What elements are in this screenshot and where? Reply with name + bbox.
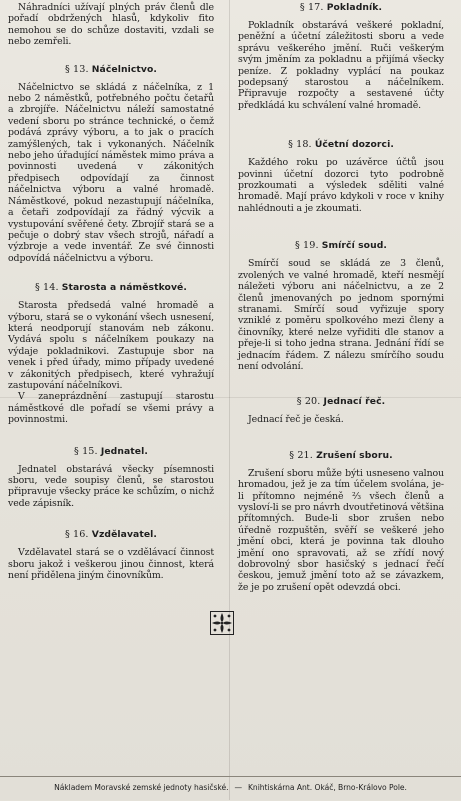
section-17-text: Pokladník obstarává veškeré pokladní, peněžní a účetní záležitosti sboru a vede správu veškerého jmění. Ruči veškerým svým jměním za pokladnu a přijímá všecky peníze. Z pokladny vyplácí na poukaz podepsaný starostou a náčelníkem. Připravuje rozpočty a sestavené účty předkládá ku schválení valné hromadě.	[238, 20, 444, 111]
section-13-heading	[8, 64, 214, 76]
section-14-heading	[8, 282, 214, 294]
section-title: Vzdělavatel.	[91, 529, 158, 541]
printer-text: Knihtiskárna Ant. Okáč, Brno-Královo Pole.	[248, 783, 407, 792]
section-number: § 15.	[74, 445, 98, 457]
section-13-text: Náčelnictvo se skládá z náčelníka, z 1 nebo 2 náměstků, potřebného počtu četařů a zbrojíře. Náčelnictvu náleží samostatné vedení sboru po stránce technické, o čemž podává zprávy výboru, a to jak o pracích zamýšlených, tak i vykonaných. Náčelník nebo jeho úřadující náměstek mimo práva a povinnosti uvedená v zákonitých předpisech odpovídají za činnost náčelnictva výboru a valné hromadě. Náměstkové, pokud nezastupují náčelníka, a četaři zodpovídají za řádný výcvik a vystupování svěřené čety. Zbrojíř stará se a pečuje o dobrý stav všech strojů, nářadí a výzbroje a vede inventář. Ze své činnosti odpovídá náčelnictvu a výboru.	[8, 81, 214, 264]
section-title: Smírčí soud.	[321, 240, 388, 252]
section-15-text: Jednatel obstarává všecky písemnosti sboru, vede soupisy členů, se starostou připravuje všecky práce ke schůzím, o nichž vede zápisník.	[8, 463, 214, 509]
section-title: Náčelnictvo.	[91, 63, 157, 75]
section-16-text: Vzdělavatel stará se o vzdělávací činnost sboru jakož i veškerou jinou činnost, která není přidělena jiným činovníkům.	[8, 547, 214, 582]
section-21-heading	[238, 450, 444, 462]
section-number: § 14.	[35, 282, 59, 294]
section-16-heading	[8, 529, 214, 541]
section-number: § 13.	[65, 63, 89, 75]
printer-imprint-footer	[0, 776, 461, 801]
section-number: § 18.	[288, 139, 312, 151]
section-19-text: Smírčí soud se skládá ze 3 členů, zvolených ve valné hromadě, kteří nesmějí náležeti výboru ani náčelnictvu, a ze 2 členů jmenovaných po jednom spornými stranami. Smírčí soud vyřizuje spory vzniklé z poměru spolkového mezi členy a činovníky, které nelze vyřiditi dle stanov a přeje-li si toho jedna strana. Jednání řídí se jednacím řádem. Z nálezu smírčího soudu není odvolání.	[238, 258, 444, 372]
section-19-heading	[238, 240, 444, 252]
publisher-text: Nákladem Moravské zemské jednoty hasičské.	[54, 783, 229, 792]
right-column	[238, 2, 444, 593]
section-18-heading	[238, 139, 444, 151]
fold-line-vertical	[229, 0, 230, 800]
section-17-heading	[238, 2, 444, 14]
section-number: § 16.	[64, 529, 89, 541]
section-15-heading	[8, 446, 214, 458]
section-number: § 21.	[289, 449, 313, 461]
section-18-text: Každého roku po uzávěrce účtů jsou povinni účetní dozorci tyto podrobně prozkoumati a výsledek sděliti valné hromadě. Mají právo kdykoli v roce v knihy nahlédnouti a je zkoumati.	[238, 157, 444, 214]
section-21-text: Zrušení sboru může býti usneseno valnou hromadou, jež je za tím účelem svolána, je-li přítomno nejméně ⅔ všech členů a vysloví-li se pro návrh dvoutřetinová většina přítomných. Bude-li sbor zrušen nebo úředně rozpuštěn, svěří se veškeré jeho jmění obci, která je povinna tak dlouho jmění ono spravovati, až se zřídí nový dobrovolný sbor hasičský s jednací řečí českou, jemuž jmění toto až se závazkem, že je po zrušení opět odevzdá obci.	[238, 467, 444, 593]
section-title: Jednací řeč.	[323, 396, 386, 408]
footer-separator: —	[234, 783, 242, 792]
section-title: Pokladník.	[326, 2, 383, 13]
section-title: Jednatel.	[100, 445, 148, 457]
section-number: § 20.	[296, 396, 321, 408]
section-title: Starosta a náměstkové.	[61, 282, 187, 294]
section-title: Zrušení sboru.	[316, 449, 393, 461]
section-20-heading	[238, 396, 444, 408]
section-number: § 17.	[299, 2, 324, 13]
section-number: § 19.	[294, 240, 319, 252]
section-14-text-2: V zaneprázdnění zastupují starostu náměstkové dle pořadí se všemi právy a povinnostmi.	[8, 391, 214, 426]
left-column	[8, 2, 214, 581]
fleuron-ornament-icon	[210, 611, 234, 635]
section-14-text: Starosta předsedá valné hromadě a výboru, stará se o vykonání všech usnesení, která neodporují stanovám neb zákonu. Vydává spolu s náčelníkem poukazy na výdaje pokladnikovi. Zastupuje sbor na venek i před úřady, mimo případy uvedené v zákonitých předpisech, které vyhražují zastupování náčelníkovi.	[8, 300, 214, 391]
section-20-text: Jednací řeč je česká.	[248, 414, 344, 426]
section-title: Účetní dozorci.	[314, 139, 394, 151]
intro-paragraph: Náhradníci užívají plných práv členů dle pořadí obdržených hlasů, kdykoliv fito nemohou se do schůze dostaviti, vzdali se nebo zemřeli.	[8, 2, 214, 48]
